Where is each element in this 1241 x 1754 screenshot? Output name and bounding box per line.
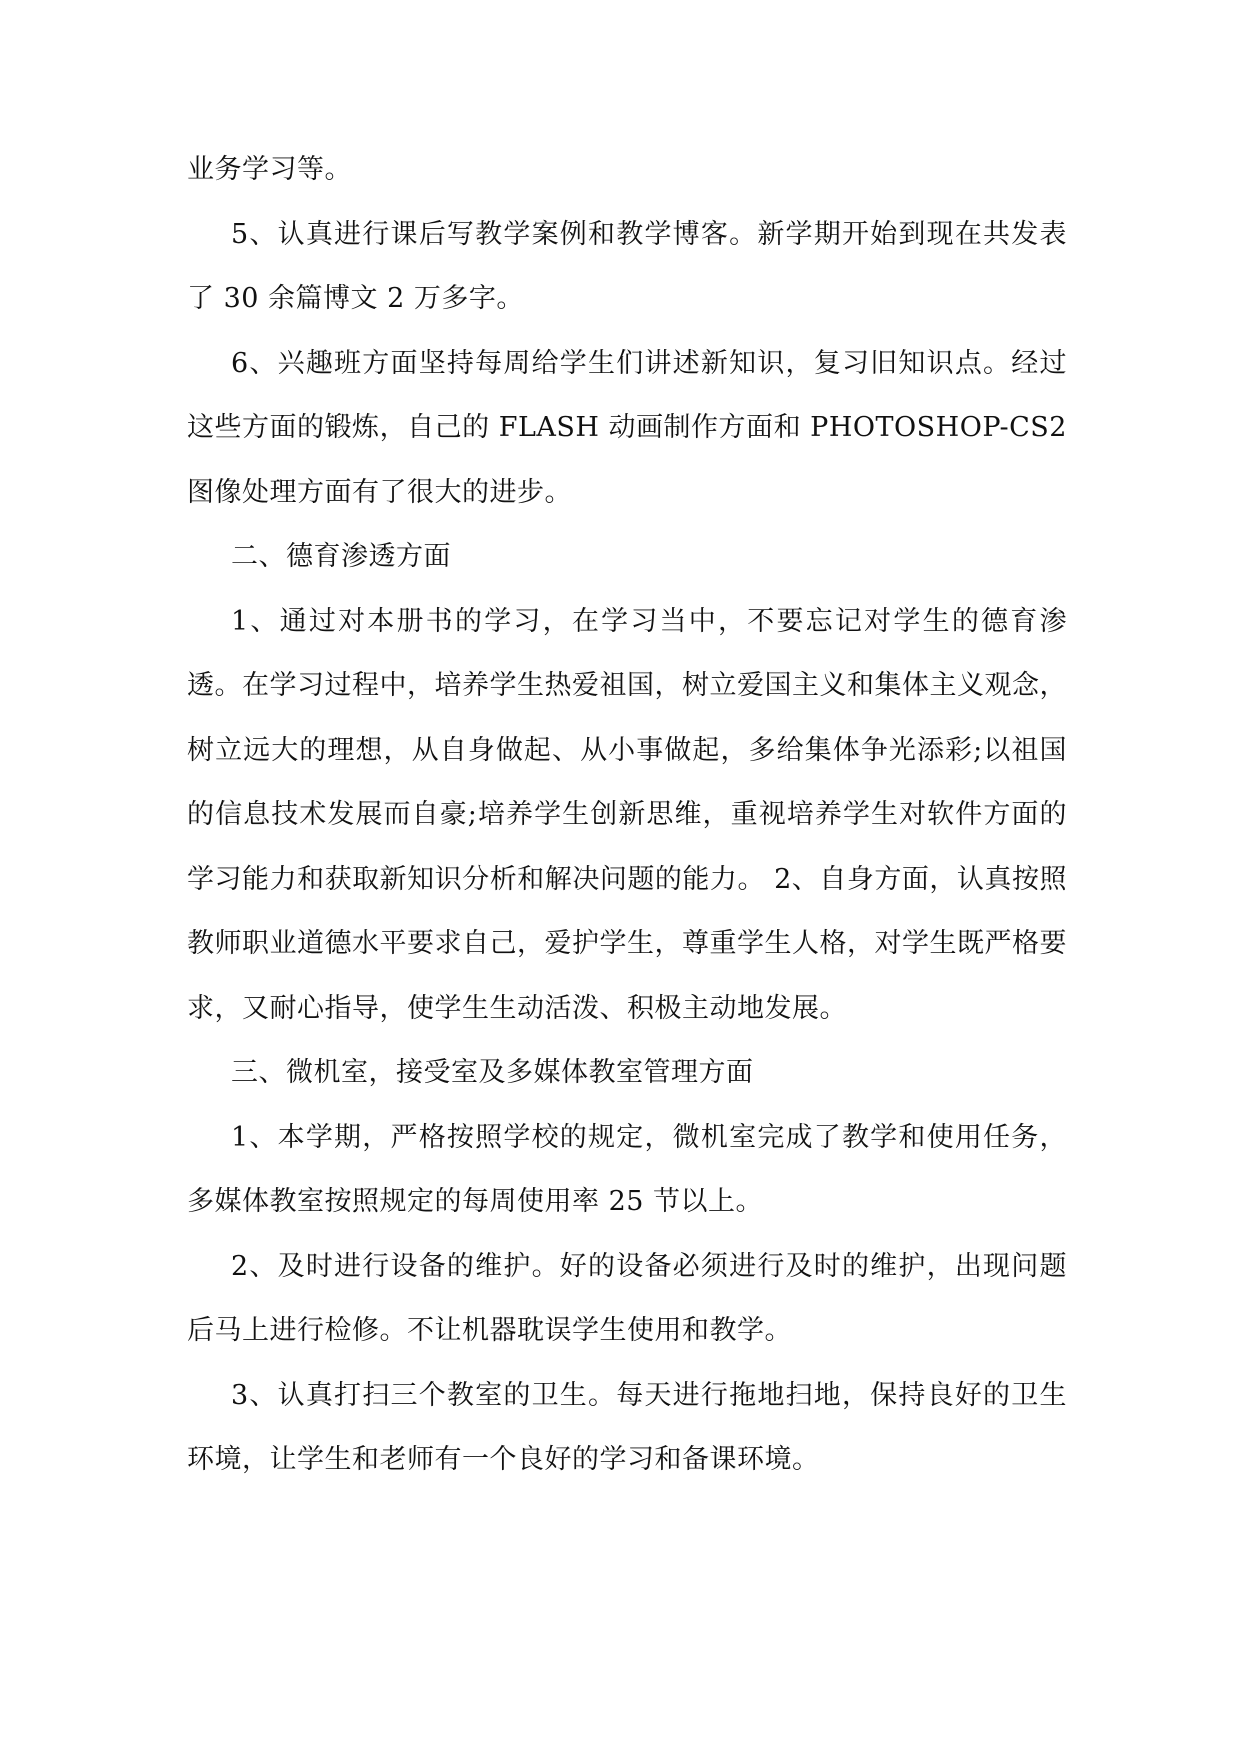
section-heading-moral-education: 二、德育渗透方面: [231, 541, 451, 572]
paragraph-moral-education: 1、通过对本册书的学习，在学习当中，不要忘记对学生的德育渗透。在学习过程中，培养学生热爱祖国，树立爱国主义和集体主义观念，树立远大的理想，从自身做起、从小事做起，多给集体争光添彩;以祖国的信息技术发展而自豪;培养学生创新思维，重视培养学生对软件方面的学习能力和获取新知识分析和解决问题的能力。 2、自身方面，认真按照教师职业道德水平要求自己，爱护学生，尊重学生人格，对学生既严格要求，又耐心指导，使学生生动活泼、积极主动地发展。: [187, 605, 1067, 1024]
section-heading-lab-management: 三、微机室，接受室及多媒体教室管理方面: [231, 1057, 754, 1088]
paragraph-item-6: 6、兴趣班方面坚持每周给学生们讲述新知识，复习旧知识点。经过这些方面的锻炼，自己的 FLASH 动画制作方面和 PHOTOSHOP-CS2 图像处理方面有了很大的进步。: [187, 347, 1067, 508]
document-body: [187, 138, 1067, 1493]
paragraph-item-5: 5、认真进行课后写教学案例和教学博客。新学期开始到现在共发表了 30 余篇博文 2 万多字。: [187, 218, 1067, 314]
paragraph-lab-item-3: 3、认真打扫三个教室的卫生。每天进行拖地扫地，保持良好的卫生环境，让学生和老师有一个良好的学习和备课环境。: [187, 1379, 1067, 1475]
paragraph-lab-item-1: 1、本学期，严格按照学校的规定，微机室完成了教学和使用任务，多媒体教室按照规定的每周使用率 25 节以上。: [187, 1121, 1067, 1217]
paragraph-continuation: 业务学习等。: [187, 154, 352, 185]
paragraph-lab-item-2: 2、及时进行设备的维护。好的设备必须进行及时的维护，出现问题后马上进行检修。不让机器耽误学生使用和教学。: [187, 1250, 1067, 1346]
